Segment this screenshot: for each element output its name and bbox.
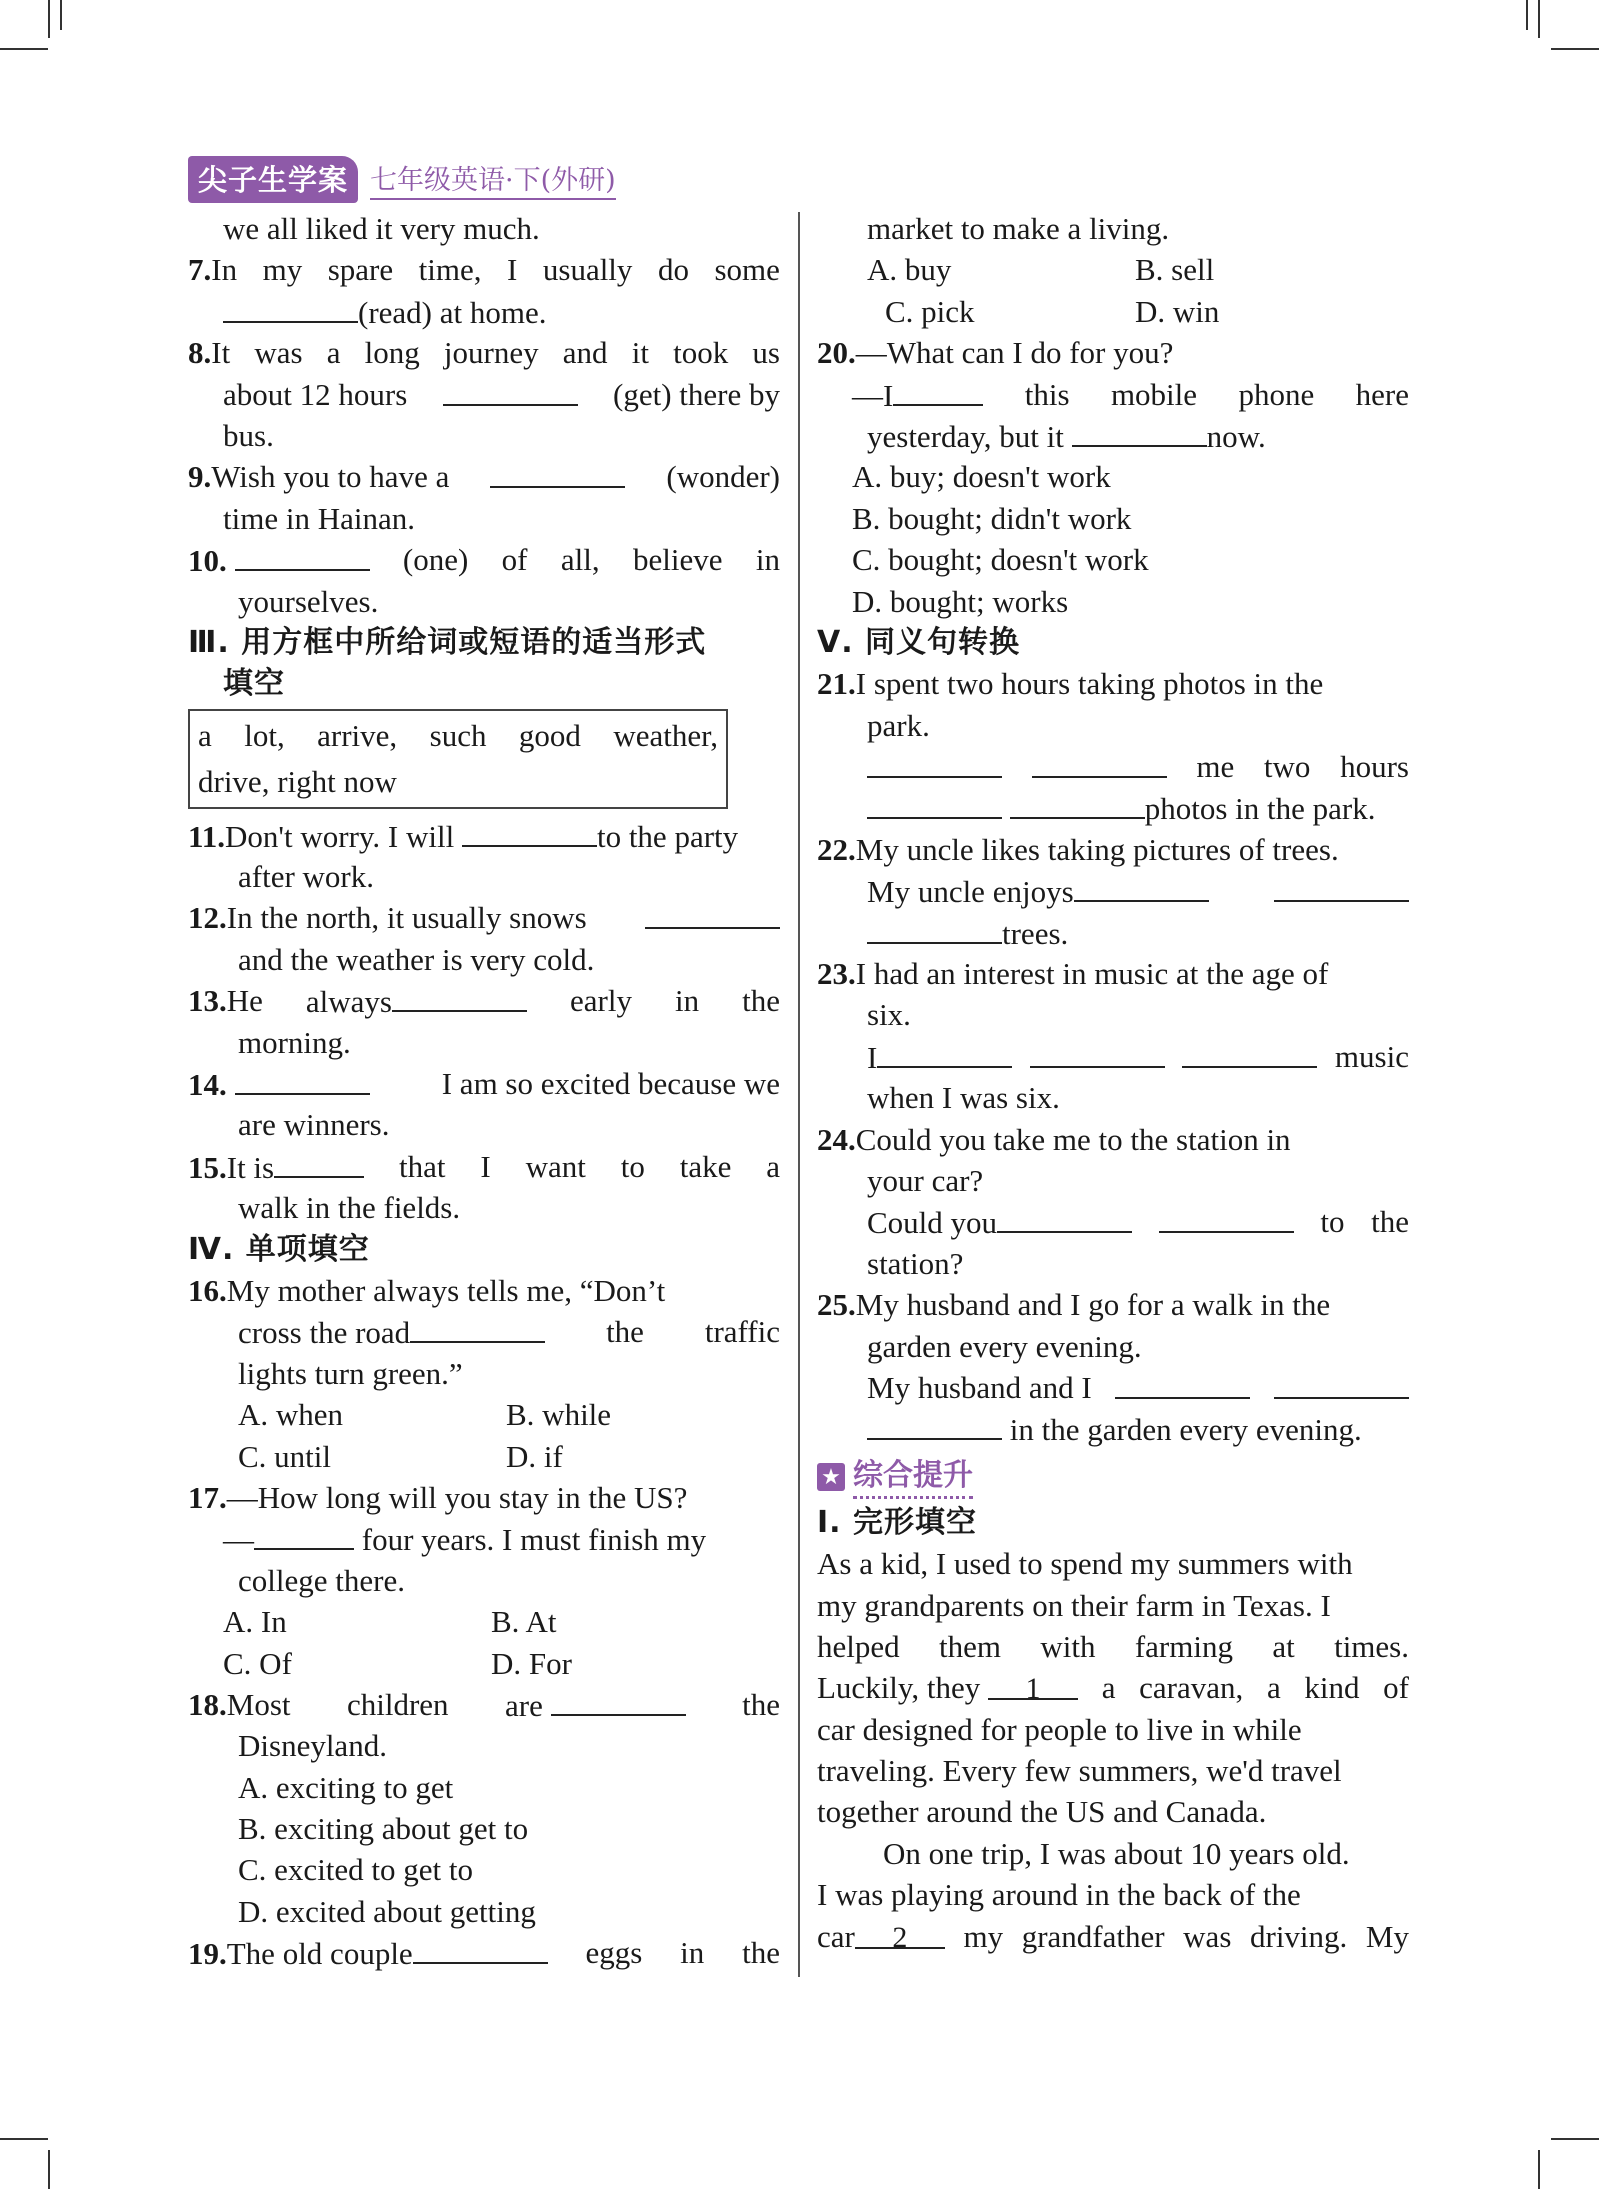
passage-line: car designed for people to live in while [817, 1711, 1302, 1747]
question-17-line3: college there. [238, 1562, 405, 1598]
question-14-line2: are winners. [238, 1107, 390, 1143]
question-22-line2: My uncle enjoys [817, 870, 1409, 911]
word-box [188, 709, 728, 809]
question-25-line3: My husband and I [817, 1367, 1409, 1408]
crop-mark [48, 2150, 50, 2189]
option-b[interactable]: B. while [506, 1397, 612, 1433]
option-d[interactable]: D. win [1135, 293, 1220, 329]
option-c[interactable]: C. Of [223, 1645, 292, 1681]
section-4-title: Ⅳ. 单项填空 [188, 1231, 370, 1267]
question-20-line2: —I this mobile phone here [817, 374, 1409, 415]
answer-blank[interactable] [867, 746, 1002, 778]
answer-blank[interactable] [1030, 1036, 1165, 1068]
right-column [817, 208, 1409, 1957]
word-box-line2: drive, right now [198, 763, 397, 799]
option-b[interactable]: B. exciting about get to [238, 1811, 529, 1847]
question-24-line3: Could you to the [817, 1201, 1409, 1242]
answer-blank[interactable] [1274, 870, 1409, 902]
crop-mark [1551, 2138, 1599, 2140]
crop-mark [0, 48, 48, 50]
question-16: 16.My mother always tells me, “Don’t [188, 1272, 666, 1308]
word-box-line1: a lot, arrive, such good weather, [198, 717, 718, 753]
answer-blank[interactable] [410, 1311, 545, 1343]
option-a[interactable]: A. buy [867, 252, 952, 288]
answer-blank[interactable] [235, 539, 370, 571]
passage-line: together around the US and Canada. [817, 1794, 1267, 1830]
question-24-line4: station? [867, 1245, 964, 1281]
crop-mark [60, 0, 62, 30]
question-10: 10. (one) of all, believe in [188, 539, 780, 580]
answer-blank[interactable] [1010, 787, 1145, 819]
options-row [817, 249, 1409, 290]
passage-line: As a kid, I used to spend my summers with [817, 1546, 1353, 1582]
passage-line: On one trip, I was about 10 years old. [883, 1835, 1350, 1871]
question-23-line3: I music [817, 1036, 1409, 1077]
option-d[interactable]: D. For [491, 1645, 572, 1681]
answer-blank[interactable] [1032, 746, 1167, 778]
question-13: 13.He always early in the [188, 980, 780, 1021]
question-15: 15.It is that I want to take a [188, 1146, 780, 1187]
option-b[interactable]: B. bought; didn't work [852, 500, 1132, 536]
crop-mark [1538, 2150, 1540, 2189]
cloze-blank-1[interactable]: 1 [988, 1668, 1078, 1700]
answer-blank[interactable] [254, 1518, 354, 1550]
options-row [188, 1394, 780, 1435]
option-c[interactable]: C. excited to get to [238, 1852, 474, 1888]
section-3-title-2: 填空 [223, 666, 285, 702]
section-banner [817, 1452, 1409, 1502]
options-row [817, 291, 1409, 332]
question-22: 22.My uncle likes taking pictures of trees. [817, 831, 1339, 867]
crop-mark [1551, 48, 1599, 50]
question-18: 18.Most children are the [188, 1684, 780, 1725]
question-21: 21.I spent two hours taking photos in the [817, 666, 1324, 702]
left-column [188, 208, 780, 1974]
question-20-line3: yesterday, but it now. [817, 415, 1409, 456]
column-divider [798, 212, 800, 1977]
option-a[interactable]: A. exciting to get [238, 1769, 454, 1805]
question-24: 24.Could you take me to the station in [817, 1121, 1291, 1157]
question-13-line2: morning. [238, 1024, 351, 1060]
question-10-line2: yourselves. [238, 583, 379, 619]
question-20: 20.—What can I do for you? [817, 335, 1174, 371]
passage-line: car 2 my grandfather was driving. My [817, 1918, 1409, 1954]
question-16-line3: lights turn green.” [238, 1355, 463, 1391]
question-16-line2: cross the road the traffic [188, 1311, 780, 1352]
answer-blank[interactable] [392, 980, 527, 1012]
option-d[interactable]: D. excited about getting [238, 1893, 536, 1929]
answer-blank[interactable] [413, 1932, 548, 1964]
section-5-title: Ⅴ. 同义句转换 [817, 624, 1021, 660]
answer-blank[interactable] [551, 1684, 686, 1716]
option-a[interactable]: A. In [223, 1604, 287, 1640]
book-badge: 尖子生学案 [188, 156, 358, 203]
answer-blank[interactable] [1072, 415, 1207, 447]
question-23-line2: six. [867, 997, 911, 1033]
question-23-line4: when I was six. [867, 1080, 1060, 1116]
question-21-line4: photos in the park. [817, 787, 1409, 828]
answer-blank[interactable] [462, 815, 597, 847]
passage-line: traveling. Every few summers, we'd travel [817, 1753, 1342, 1789]
option-c[interactable]: C. bought; doesn't work [852, 542, 1149, 578]
question-24-line2: your car? [867, 1162, 984, 1198]
star-icon: ★ [817, 1463, 845, 1491]
book-subtitle: 七年级英语·下(外研) [370, 158, 616, 200]
crop-mark [1538, 0, 1540, 38]
question-17: 17.—How long will you stay in the US? [188, 1479, 688, 1515]
cloze-blank-2[interactable]: 2 [855, 1917, 945, 1949]
question-9: 9.Wish you to have a (wonder) [188, 456, 780, 497]
answer-blank[interactable] [1115, 1367, 1250, 1399]
question-25-line4: in the garden every evening. [817, 1408, 1409, 1449]
answer-blank[interactable] [1274, 1367, 1409, 1399]
question-18-line2: Disneyland. [238, 1728, 387, 1764]
text-line: we all liked it very much. [223, 211, 540, 246]
question-12: 12.In the north, it usually snows [188, 897, 780, 938]
answer-blank[interactable] [443, 374, 578, 406]
passage-line: my grandparents on their farm in Texas. I [817, 1587, 1331, 1623]
question-17-line2: — four years. I must finish my [188, 1518, 780, 1559]
options-row [188, 1643, 780, 1684]
question-23: 23.I had an interest in music at the age of [817, 956, 1329, 992]
option-a[interactable]: A. when [238, 1397, 344, 1433]
option-c[interactable]: C. until [238, 1438, 332, 1474]
answer-blank[interactable] [867, 912, 1002, 944]
question-8: 8.It was a long journey and it took us [188, 335, 780, 371]
passage-line: Luckily, they 1 a caravan, a kind of [817, 1670, 1409, 1706]
crop-mark [1526, 0, 1528, 30]
section-1-title: Ⅰ. 完形填空 [817, 1504, 978, 1540]
question-21-line3: me two hours [817, 746, 1409, 787]
answer-blank[interactable] [223, 291, 358, 323]
passage-line: helped them with farming at times. [817, 1628, 1409, 1664]
answer-blank[interactable] [877, 1036, 1012, 1068]
option-a[interactable]: A. buy; doesn't work [852, 459, 1111, 495]
answer-blank[interactable] [235, 1063, 370, 1095]
question-19: 19.The old couple eggs in the [188, 1932, 780, 1973]
question-7-line2: (read) at home. [188, 291, 780, 332]
passage-line: I was playing around in the back of the [817, 1877, 1301, 1913]
option-b[interactable]: B. At [491, 1604, 557, 1640]
question-25-line2: garden every evening. [867, 1328, 1142, 1364]
answer-blank[interactable] [1074, 870, 1209, 902]
question-11-line2: after work. [238, 859, 374, 895]
option-d[interactable]: D. bought; works [852, 583, 1069, 619]
answer-blank[interactable] [893, 374, 983, 406]
options-row [188, 1436, 780, 1477]
question-8-line3: bus. [223, 417, 274, 453]
options-row [188, 1601, 780, 1642]
crop-mark [48, 0, 50, 38]
section-3-title: Ⅲ. 用方框中所给词或短语的适当形式 [188, 624, 707, 660]
answer-blank[interactable] [1159, 1201, 1294, 1233]
question-22-line3: trees. [817, 912, 1409, 953]
question-8-line2: about 12 hours (get) there by [188, 374, 780, 415]
answer-blank[interactable] [1182, 1036, 1317, 1068]
option-d[interactable]: D. if [506, 1438, 563, 1474]
answer-blank[interactable] [867, 787, 1002, 819]
crop-mark [0, 2138, 48, 2140]
question-25: 25.My husband and I go for a walk in the [817, 1287, 1331, 1323]
answer-blank[interactable] [997, 1201, 1132, 1233]
question-14: 14. I am so excited because we [188, 1063, 780, 1104]
question-11: 11.Don't worry. I will to the party [188, 815, 780, 856]
option-b[interactable]: B. sell [1135, 252, 1215, 288]
text-line: market to make a living. [867, 211, 1170, 246]
answer-blank[interactable] [645, 897, 780, 929]
question-15-line2: walk in the fields. [238, 1190, 461, 1226]
option-c[interactable]: C. pick [885, 293, 975, 329]
question-9-line2: time in Hainan. [223, 500, 415, 536]
banner-title: 综合提升 [853, 1455, 973, 1499]
question-12-line2: and the weather is very cold. [238, 941, 595, 977]
page-header [188, 158, 616, 200]
question-21-line2: park. [867, 707, 930, 743]
answer-blank[interactable] [274, 1146, 364, 1178]
question-7: 7.In my spare time, I usually do some [188, 252, 780, 288]
answer-blank[interactable] [867, 1408, 1002, 1440]
answer-blank[interactable] [490, 456, 625, 488]
